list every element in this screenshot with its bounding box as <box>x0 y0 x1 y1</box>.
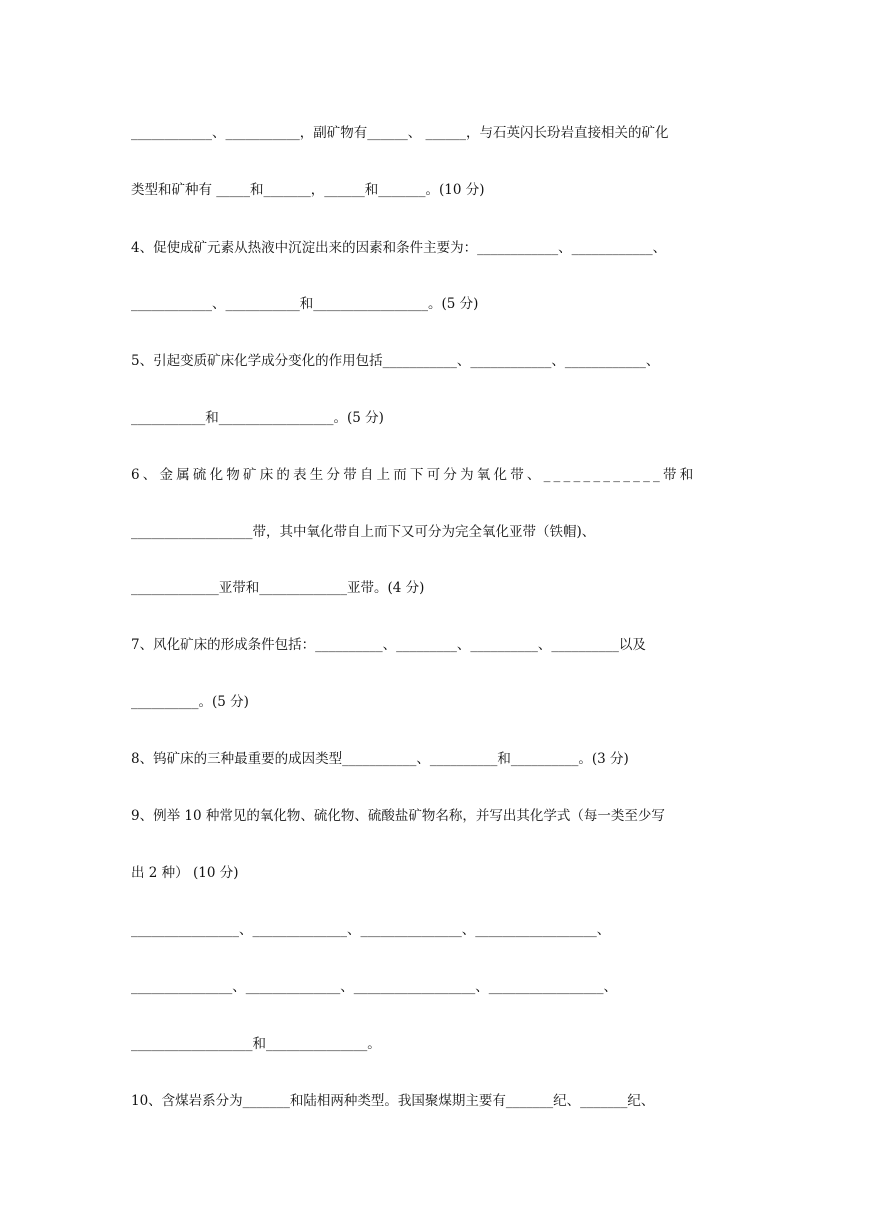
q6-line-3: _____________亚带和_____________亚带。(4 分) <box>131 580 425 596</box>
q3-line-1: ____________、___________，副矿物有______、 ______，与石英闪长玢岩直接相关的矿化 <box>131 125 669 141</box>
q5-line-2: ___________和_________________。(5 分) <box>131 410 384 426</box>
q9-blanks-3: __________________和_______________。 <box>131 1036 381 1052</box>
q4-line-2: ____________、___________和_________________。(5 分) <box>131 296 479 312</box>
q3-line-2: 类型和矿种有 _____和_______，______和_______。(10 分) <box>131 182 485 198</box>
q5-line-1: 5、引起变质矿床化学成分变化的作用包括___________、____________、____________、 <box>131 353 660 369</box>
q9-blanks-2: _______________、______________、__________________、_________________、 <box>131 979 617 995</box>
q7-line-1: 7、风化矿床的形成条件包括：__________、_________、__________、__________以及 <box>131 637 646 653</box>
q10-line-1: 10、含煤岩系分为_______和陆相两种类型。我国聚煤期主要有_______纪、_______纪、 <box>131 1093 655 1109</box>
q8-line-1: 8、钨矿床的三种最重要的成因类型___________、__________和__________。(3 分) <box>131 751 629 767</box>
q6-line-2: __________________带，其中氧化带自上而下又可分为完全氧化亚带（铁帽)、 <box>131 524 596 540</box>
q6-line-1: 6、金属硫化物矿床的表生分带自上而下可分为氧化带、____________带和 <box>131 467 697 483</box>
q9-blanks-1: ________________、______________、_______________、__________________、 <box>131 922 611 938</box>
q9-line-1: 9、例举 10 种常见的氧化物、硫化物、硫酸盐矿物名称，并写出其化学式（每一类至少写 <box>131 808 665 824</box>
q7-line-2: __________。(5 分) <box>131 694 249 710</box>
q4-line-1: 4、促使成矿元素从热液中沉淀出来的因素和条件主要为：____________、____________、 <box>131 240 667 256</box>
q9-line-2: 出 2 种） (10 分) <box>131 865 239 881</box>
